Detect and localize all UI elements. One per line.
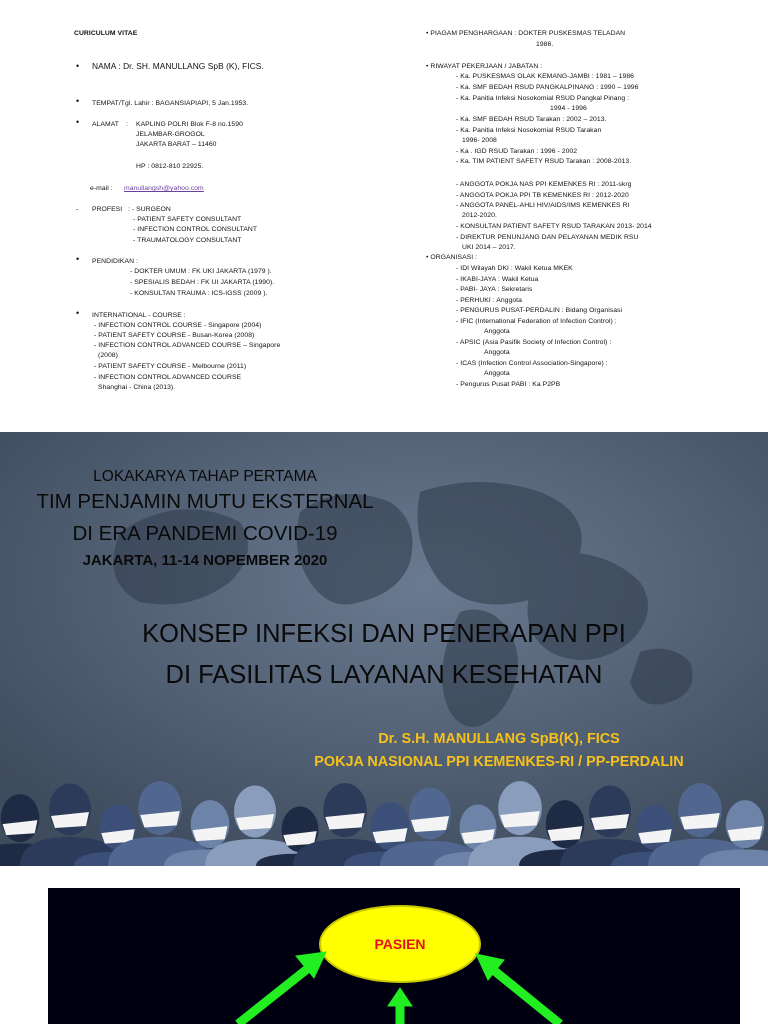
cv-riwayat-label: • RIWAYAT PEKERJAAN / JABATAN :: [426, 63, 543, 70]
cv-pendidikan-line: - KONSULTAN TRAUMA : ICS-IGSS (2009 ).: [130, 290, 268, 297]
cv-organisasi-line: - APSIC (Asia Pasifik Society of Infection Control) :: [456, 339, 612, 346]
cv-alamat-line: KAPLING POLRI Blok F-8 no.1590: [136, 121, 243, 128]
cv-organisasi-line: - IDI Wilayah DKI : Wakil Ketua MKEK: [456, 265, 573, 272]
cv-riwayat-line: - Ka. SMF BEDAH RSUD PANGKALPINANG : 1990 – 1996: [456, 84, 639, 91]
event-title: DI ERA PANDEMI COVID-19: [72, 522, 338, 545]
center-arrow-head: [388, 988, 412, 1006]
title-slide: [0, 432, 768, 866]
bullet: •: [76, 117, 80, 127]
cv-alamat-label: ALAMAT: [92, 121, 119, 128]
presentation-title: KONSEP INFEKSI DAN PENERAPAN PPI: [142, 620, 626, 648]
cv-course-line: - INFECTION CONTROL ADVANCED COURSE: [94, 374, 242, 381]
bullet: •: [76, 308, 80, 318]
cv-nama: NAMA : Dr. SH. MANULLANG SpB (K), FICS.: [92, 61, 264, 71]
cv-international-label: INTERNATIONAL - COURSE :: [92, 312, 186, 319]
cv-alamat-line: JELAMBAR-GROGOL: [136, 131, 205, 138]
cv-pendidikan-label: PENDIDIKAN :: [92, 258, 138, 265]
cv-anggota-line: 2012-2020.: [462, 212, 497, 219]
cv-organisasi-line: Anggota: [484, 328, 510, 335]
event-date: JAKARTA, 11-14 NOPEMBER 2020: [82, 552, 328, 569]
cv-riwayat-line: 1994 - 1996: [550, 105, 587, 112]
cv-riwayat-line: - Ka . IGD RSUD Tarakan : 1996 - 2002: [456, 148, 578, 155]
left-arrow: [238, 962, 316, 1024]
cv-course-line: - INFECTION CONTROL COURSE - Singapore (2004): [94, 322, 262, 329]
cv-piagam: • PIAGAM PENGHARGAAN : DOKTER PUSKESMAS TELADAN: [426, 30, 626, 37]
cv-email-label: e-mail :: [90, 185, 113, 192]
cv-pendidikan-line: - SPESIALIS BEDAH : FK UI JAKARTA (1990).: [130, 279, 275, 286]
bullet: -: [76, 206, 79, 213]
bullet: •: [76, 61, 80, 71]
cv-riwayat-line: 1996- 2008: [462, 137, 497, 144]
event-title: TIM PENJAMIN MUTU EKSTERNAL: [36, 490, 374, 513]
colon: :: [126, 121, 128, 128]
author-affiliation: POKJA NASIONAL PPI KEMENKES-RI / PP-PERDALIN: [314, 754, 684, 770]
author-name: Dr. S.H. MANULLANG SpB(K), FICS: [378, 731, 620, 747]
cv-profesi-line: : - SURGEON: [128, 206, 171, 213]
cv-profesi-line: - INFECTION CONTROL CONSULTANT: [133, 226, 258, 233]
bullet: •: [76, 254, 80, 264]
cv-course-line: - PATIENT SAFETY COURSE - Melbourne (2011): [94, 363, 247, 370]
cv-pendidikan-line: - DOKTER UMUM : FK UKI JAKARTA (1979 ).: [130, 268, 272, 275]
cv-organisasi-line: - ICAS (Infection Control Association-Singapore) :: [456, 360, 608, 367]
cv-organisasi-line: Anggota: [484, 370, 510, 377]
cv-profesi-line: - PATIENT SAFETY CONSULTANT: [133, 216, 242, 223]
right-arrow: [486, 964, 560, 1024]
cv-anggota-line: - ANGGOTA POKJA NAS PPI KEMENKES RI : 2011-skrg: [456, 181, 632, 188]
cv-organisasi-line: - PABI- JAYA : Sekretaris: [456, 286, 533, 293]
cv-course-line: (2008): [98, 352, 118, 359]
cv-profesi-line: - TRAUMATOLOGY CONSULTANT: [133, 237, 242, 244]
cv-anggota-line: - ANGGOTA PANEL-AHLI HIV/AIDS/IMS KEMENKES RI: [456, 202, 630, 209]
cv-anggota-line: - KONSULTAN PATIENT SAFETY RSUD TARAKAN 2013- 2014: [456, 223, 652, 230]
cv-riwayat-line: - Ka. TIM PATIENT SAFETY RSUD Tarakan : 2008-2013.: [456, 158, 632, 165]
cv-hp: HP : 0812-810 22925.: [136, 163, 204, 170]
cv-organisasi-line: Anggota: [484, 349, 510, 356]
event-subtitle: LOKAKARYA TAHAP PERTAMA: [93, 468, 317, 485]
cv-course-line: - PATIENT SAFETY COURSE - Busan-Korea (2008): [94, 332, 255, 339]
bullet: •: [76, 96, 80, 106]
cv-anggota-line: - DIREKTUR PENUNJANG DAN PELAYANAN MEDIK RSU: [456, 234, 639, 241]
cv-organisasi-line: - Pengurus Pusat PABI : Ka P2PB: [456, 381, 561, 388]
cv-tempat: TEMPAT/Tgl. Lahir : BAGANSIAPIAPI, 5 Jan.1953.: [92, 100, 249, 107]
cv-heading: CURICULUM VITAE: [74, 30, 138, 37]
cv-organisasi-line: - IKABI-JAYA : Wakil Ketua: [456, 276, 539, 283]
cv-riwayat-line: - Ka. Panitia Infeksi Nosokomial RSUD Pangkal Pinang :: [456, 95, 630, 102]
cv-organisasi-label: • ORGANISASI :: [426, 254, 478, 261]
cv-riwayat-line: - Ka. SMF BEDAH RSUD Tarakan : 2002 – 2013.: [456, 116, 607, 123]
presentation-title: DI FASILITAS LAYANAN KESEHATAN: [165, 661, 603, 689]
cv-slide: [0, 0, 768, 432]
cv-riwayat-line: - Ka. Panitia Infeksi Nosokomial RSUD Tarakan: [456, 127, 602, 134]
cv-alamat-line: JAKARTA BARAT – 11460: [136, 141, 217, 148]
masked-crowd-illustration: [0, 732, 768, 866]
pasien-diagram: [48, 888, 740, 1024]
cv-course-line: - INFECTION CONTROL ADVANCED COURSE – Singapore: [94, 342, 281, 349]
diagram-slide: [48, 888, 740, 1024]
cv-riwayat-line: - Ka. PUSKESMAS OLAK KEMANG-JAMBI : 1981 – 1986: [456, 73, 635, 80]
cv-anggota-line: - ANGGOTA POKJA PPI TB KEMENKES RI : 2012-2020: [456, 192, 629, 199]
email-link[interactable]: manullangsh@yahoo.com: [124, 185, 204, 192]
cv-piagam-year: 1986.: [536, 41, 554, 48]
cv-profesi-label: PROFESI: [92, 206, 123, 213]
cv-course-line: Shanghai - China (2013).: [98, 384, 176, 391]
cv-organisasi-line: - PENGURUS PUSAT-PERDALIN : Bidang Organisasi: [456, 307, 623, 314]
cv-organisasi-line: - IFIC (International Federation of Infection Control) :: [456, 318, 617, 325]
pasien-label: PASIEN: [374, 936, 426, 952]
cv-organisasi-line: - PERHUKI : Anggota: [456, 297, 522, 304]
cv-anggota-line: UKI 2014 – 2017.: [462, 244, 516, 251]
